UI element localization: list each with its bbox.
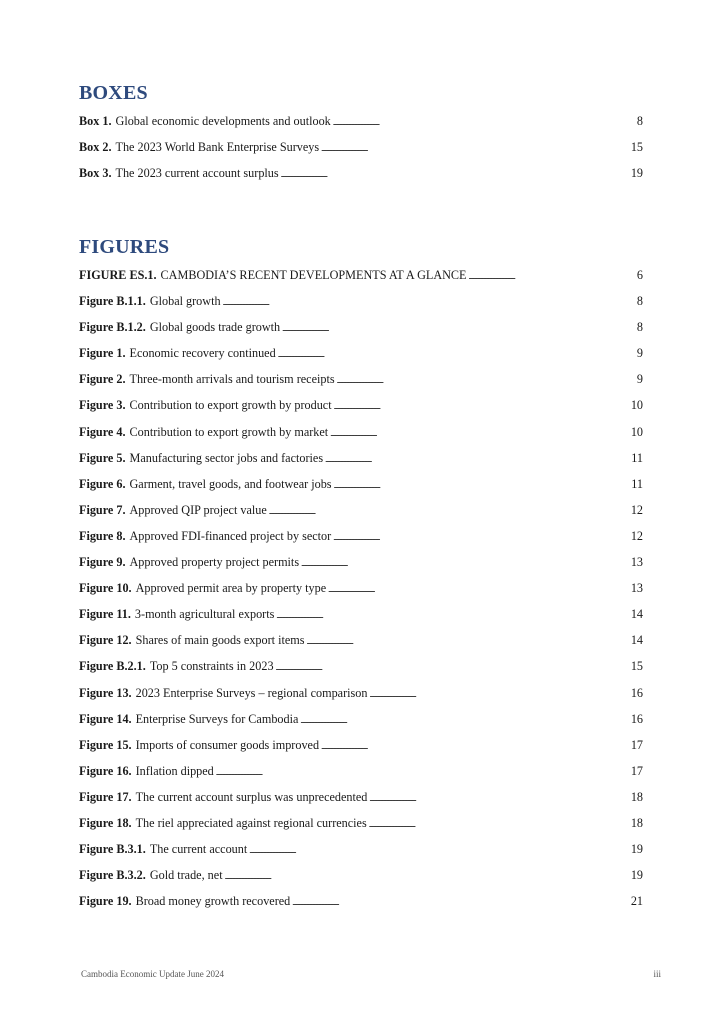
dot-leader bbox=[225, 868, 629, 883]
toc-entry-label: Figure 9. bbox=[79, 555, 126, 570]
figure-toc-entry[interactable] bbox=[79, 372, 643, 398]
toc-entry-page-number: 11 bbox=[631, 450, 643, 465]
dot-leader bbox=[321, 140, 629, 155]
toc-entry-label: Figure 8. bbox=[79, 528, 126, 543]
toc-entry-title: Garment, travel goods, and footwear jobs bbox=[129, 476, 332, 491]
footer-page-number: iii bbox=[653, 969, 661, 979]
toc-entry-title: Contribution to export growth by market bbox=[129, 424, 329, 439]
toc-entry-page-number: 10 bbox=[630, 424, 643, 439]
toc-entry-title: Inflation dipped bbox=[135, 763, 214, 778]
toc-entry-page-number: 19 bbox=[630, 166, 643, 181]
toc-entry-page-number: 9 bbox=[636, 372, 643, 387]
dot-leader bbox=[369, 686, 628, 701]
dot-leader bbox=[282, 320, 635, 335]
dot-leader bbox=[321, 738, 629, 753]
dot-leader bbox=[469, 268, 635, 283]
dot-leader bbox=[333, 114, 635, 129]
toc-entry-page-number: 15 bbox=[630, 140, 643, 155]
toc-entry-label: Box 1. bbox=[79, 114, 112, 128]
toc-entry-label: Figure B.3.1. bbox=[79, 842, 146, 857]
toc-entry-label: Figure 17. bbox=[79, 789, 132, 804]
figures-section-heading: FIGURES bbox=[79, 236, 170, 258]
figure-toc-entry[interactable] bbox=[79, 581, 643, 607]
dot-leader bbox=[334, 398, 629, 413]
figure-toc-entry[interactable] bbox=[79, 764, 643, 790]
figure-toc-entry[interactable] bbox=[79, 529, 643, 555]
toc-entry-page-number: 15 bbox=[630, 659, 643, 674]
dot-leader bbox=[223, 294, 635, 309]
figure-toc-entry[interactable] bbox=[79, 294, 643, 320]
toc-entry-title: Approved permit area by property type bbox=[135, 581, 327, 596]
figure-toc-entry[interactable] bbox=[79, 816, 643, 842]
toc-entry-page-number: 8 bbox=[636, 320, 643, 335]
toc-entry-page-number: 10 bbox=[630, 398, 643, 413]
toc-entry-label: Figure 3. bbox=[79, 398, 126, 413]
toc-entry-page-number: 12 bbox=[630, 528, 643, 543]
dot-leader bbox=[269, 503, 629, 518]
dot-leader bbox=[292, 894, 629, 909]
toc-entry-title: Global goods trade growth bbox=[149, 320, 281, 335]
toc-entry-label: Figure 14. bbox=[79, 711, 132, 726]
toc-entry-title: Approved FDI-financed project by sector bbox=[129, 528, 332, 543]
dot-leader bbox=[281, 166, 629, 181]
dot-leader bbox=[216, 764, 629, 779]
toc-entry-label: Figure 13. bbox=[79, 685, 132, 700]
toc-entry-page-number: 21 bbox=[630, 894, 643, 909]
toc-entry-title: 2023 Enterprise Surveys – regional comparison bbox=[135, 685, 368, 700]
toc-entry-title: Broad money growth recovered bbox=[135, 894, 291, 909]
toc-entry-label: Box 2. bbox=[79, 140, 112, 155]
toc-entry-page-number: 11 bbox=[631, 476, 643, 491]
figure-toc-entry[interactable] bbox=[79, 451, 643, 477]
dot-leader bbox=[300, 712, 628, 727]
dot-leader bbox=[330, 425, 629, 440]
toc-entry-title: Manufacturing sector jobs and factories bbox=[129, 450, 324, 465]
toc-entry-title: Three-month arrivals and tourism receipts bbox=[129, 372, 335, 387]
toc-entry-page-number: 13 bbox=[630, 555, 643, 570]
toc-entry-title: The 2023 World Bank Enterprise Surveys bbox=[115, 140, 320, 155]
figures-toc-list bbox=[79, 268, 643, 920]
figure-toc-entry[interactable] bbox=[79, 425, 643, 451]
toc-entry-title: Top 5 constraints in 2023 bbox=[149, 659, 274, 674]
toc-entry-label: Figure 16. bbox=[79, 763, 132, 778]
toc-entry-title: Imports of consumer goods improved bbox=[135, 737, 320, 752]
figure-toc-entry[interactable] bbox=[79, 268, 643, 294]
figure-toc-entry[interactable] bbox=[79, 686, 643, 712]
toc-entry-title: The riel appreciated against regional currencies bbox=[135, 815, 367, 830]
dot-leader bbox=[325, 451, 629, 466]
dot-leader bbox=[333, 529, 629, 544]
toc-entry-label: FIGURE ES.1. bbox=[79, 268, 157, 282]
toc-entry-title: Shares of main goods export items bbox=[135, 633, 305, 648]
toc-entry-page-number: 17 bbox=[630, 737, 643, 752]
box-toc-entry[interactable] bbox=[79, 114, 643, 140]
dot-leader bbox=[369, 790, 628, 805]
figure-toc-entry[interactable] bbox=[79, 503, 643, 529]
figure-toc-entry[interactable] bbox=[79, 477, 643, 503]
figure-toc-entry[interactable] bbox=[79, 320, 643, 346]
toc-entry-page-number: 19 bbox=[630, 842, 643, 857]
boxes-section-heading: BOXES bbox=[79, 82, 148, 104]
dot-leader bbox=[328, 581, 629, 596]
toc-entry-page-number: 16 bbox=[630, 711, 643, 726]
toc-entry-label: Figure 18. bbox=[79, 815, 132, 830]
toc-entry-page-number: 14 bbox=[630, 607, 643, 622]
figure-toc-entry[interactable] bbox=[79, 555, 643, 581]
toc-entry-title: 3-month agricultural exports bbox=[134, 607, 275, 622]
toc-entry-title: Gold trade, net bbox=[149, 868, 223, 883]
figure-toc-entry[interactable] bbox=[79, 398, 643, 424]
toc-entry-label: Box 3. bbox=[79, 166, 112, 181]
dot-leader bbox=[276, 659, 629, 674]
toc-entry-page-number: 16 bbox=[630, 685, 643, 700]
toc-entry-title: The current account surplus was unprecedented bbox=[135, 789, 368, 804]
toc-entry-label: Figure 5. bbox=[79, 450, 126, 465]
figure-toc-entry[interactable] bbox=[79, 868, 643, 894]
figure-toc-entry[interactable] bbox=[79, 659, 643, 685]
toc-entry-page-number: 8 bbox=[636, 294, 643, 309]
figure-toc-entry[interactable] bbox=[79, 790, 643, 816]
toc-entry-title: Approved QIP project value bbox=[129, 502, 267, 517]
toc-entry-label: Figure 4. bbox=[79, 424, 126, 439]
toc-entry-page-number: 17 bbox=[630, 763, 643, 778]
dot-leader bbox=[301, 555, 629, 570]
dot-leader bbox=[307, 633, 629, 648]
toc-entry-label: Figure 6. bbox=[79, 476, 126, 491]
toc-entry-label: Figure 1. bbox=[79, 346, 126, 361]
toc-entry-label: Figure 19. bbox=[79, 894, 132, 909]
toc-entry-label: Figure B.2.1. bbox=[79, 659, 146, 674]
toc-entry-title: Enterprise Surveys for Cambodia bbox=[135, 711, 299, 726]
dot-leader bbox=[249, 842, 629, 857]
toc-entry-page-number: 13 bbox=[630, 581, 643, 596]
toc-entry-title: Global economic developments and outlook bbox=[115, 114, 331, 128]
dot-leader bbox=[276, 607, 628, 622]
figure-toc-entry[interactable] bbox=[79, 712, 643, 738]
figure-toc-entry[interactable] bbox=[79, 633, 643, 659]
toc-entry-label: Figure 10. bbox=[79, 581, 132, 596]
toc-entry-page-number: 9 bbox=[636, 346, 643, 361]
toc-entry-page-number: 14 bbox=[630, 633, 643, 648]
toc-entry-label: Figure 7. bbox=[79, 502, 126, 517]
dot-leader bbox=[369, 816, 629, 831]
toc-entry-label: Figure B.1.2. bbox=[79, 320, 146, 335]
toc-entry-title: The 2023 current account surplus bbox=[115, 166, 279, 181]
figure-toc-entry[interactable] bbox=[79, 738, 643, 764]
toc-entry-label: Figure B.1.1. bbox=[79, 294, 146, 309]
figure-toc-entry[interactable] bbox=[79, 607, 643, 633]
toc-entry-label: Figure B.3.2. bbox=[79, 868, 146, 883]
dot-leader bbox=[278, 346, 635, 361]
figure-toc-entry[interactable] bbox=[79, 842, 643, 868]
dot-leader bbox=[337, 372, 635, 387]
toc-entry-page-number: 19 bbox=[630, 868, 643, 883]
toc-entry-page-number: 6 bbox=[636, 268, 643, 282]
toc-entry-label: Figure 2. bbox=[79, 372, 126, 387]
boxes-toc-list bbox=[79, 114, 643, 193]
toc-entry-title: Economic recovery continued bbox=[129, 346, 276, 361]
box-toc-entry[interactable] bbox=[79, 166, 643, 192]
footer-document-title: Cambodia Economic Update June 2024 bbox=[81, 969, 224, 979]
toc-entry-label: Figure 11. bbox=[79, 607, 131, 622]
toc-entry-page-number: 18 bbox=[630, 789, 643, 804]
toc-entry-label: Figure 15. bbox=[79, 737, 132, 752]
toc-entry-title: Contribution to export growth by product bbox=[129, 398, 332, 413]
toc-entry-page-number: 8 bbox=[636, 114, 643, 128]
figure-toc-entry[interactable] bbox=[79, 894, 643, 920]
toc-entry-page-number: 18 bbox=[630, 815, 643, 830]
toc-entry-title: The current account bbox=[149, 842, 248, 857]
toc-entry-title: Global growth bbox=[149, 294, 221, 309]
toc-entry-title: Approved property project permits bbox=[129, 555, 300, 570]
toc-entry-page-number: 12 bbox=[630, 502, 643, 517]
dot-leader bbox=[334, 477, 630, 492]
toc-entry-label: Figure 12. bbox=[79, 633, 132, 648]
toc-entry-title: CAMBODIA’S RECENT DEVELOPMENTS AT A GLANCE bbox=[160, 268, 467, 282]
box-toc-entry[interactable] bbox=[79, 140, 643, 166]
figure-toc-entry[interactable] bbox=[79, 346, 643, 372]
